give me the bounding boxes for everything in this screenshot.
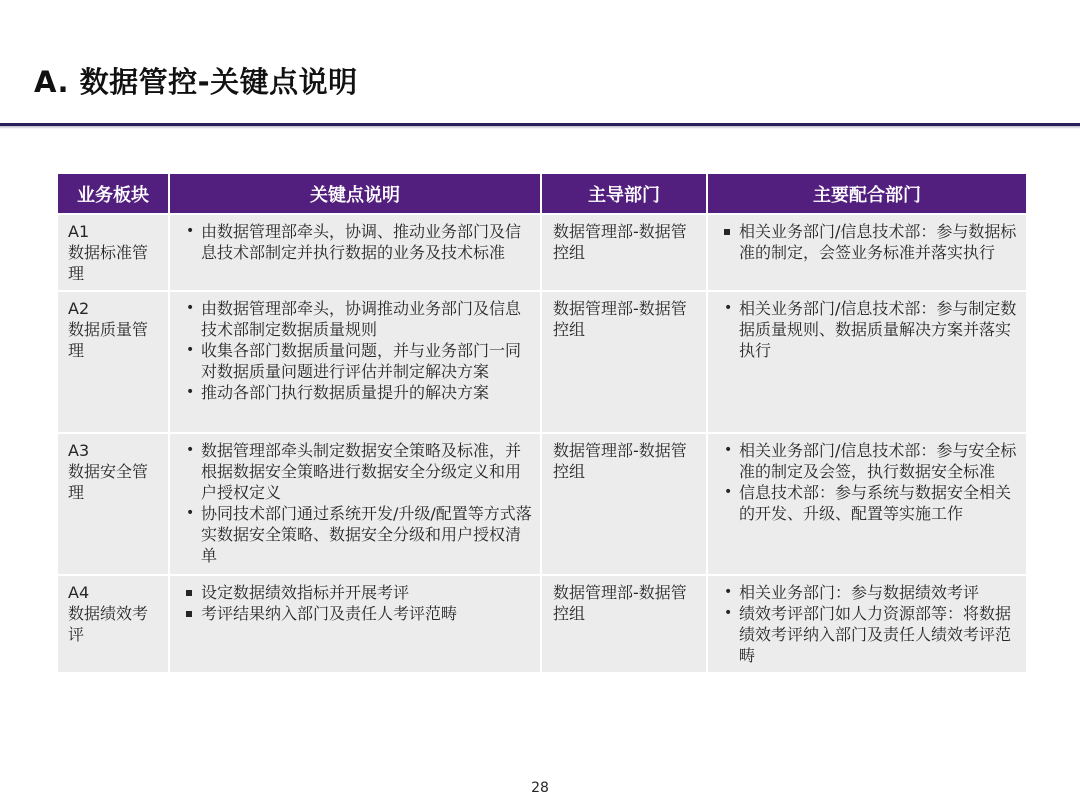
cell-lead-dept: 数据管理部-数据管控组 xyxy=(542,576,706,672)
key-points-table xyxy=(56,172,1028,674)
cell-support-dept-list xyxy=(718,298,1018,361)
list-item: 考评结果纳入部门及责任人考评范畴 xyxy=(180,603,532,624)
table-row xyxy=(58,434,1026,574)
cell-support-dept-list xyxy=(718,221,1018,263)
cell-support-dept xyxy=(708,292,1026,432)
module-name: 数据质量管理 xyxy=(68,320,149,360)
cell-key-points-list xyxy=(180,221,532,263)
cell-support-dept-list xyxy=(718,582,1018,666)
module-code: A3 xyxy=(68,441,90,460)
list-item: • 绩效考评部门如人力资源部等：将数据绩效考评纳入部门及责任人绩效考评范畴 xyxy=(718,603,1018,666)
module-code: A1 xyxy=(68,222,90,241)
table-header-row xyxy=(58,174,1026,213)
cell-module xyxy=(58,434,168,574)
list-item: • 相关业务部门/信息技术部：参与制定数据质量规则、数据质量解决方案并落实执行 xyxy=(718,298,1018,361)
cell-key-points xyxy=(170,434,540,574)
cell-lead-dept: 数据管理部-数据管控组 xyxy=(542,215,706,290)
module-code: A4 xyxy=(68,583,90,602)
title-divider-shadow xyxy=(0,126,1080,129)
cell-key-points-list xyxy=(180,582,532,624)
cell-key-points-list xyxy=(180,298,532,403)
list-item: • 相关业务部门：参与数据绩效考评 xyxy=(718,582,1018,603)
cell-key-points-list xyxy=(180,440,532,566)
header-lead-dept: 主导部门 xyxy=(542,174,706,213)
table-row xyxy=(58,576,1026,672)
cell-lead-dept: 数据管理部-数据管控组 xyxy=(542,434,706,574)
module-name: 数据绩效考评 xyxy=(68,604,149,644)
cell-lead-dept: 数据管理部-数据管控组 xyxy=(542,292,706,432)
page-number: 28 xyxy=(531,780,549,796)
slide-title: A. 数据管控-关键点说明 xyxy=(34,65,358,99)
cell-support-dept xyxy=(708,576,1026,672)
cell-module xyxy=(58,576,168,672)
cell-key-points xyxy=(170,292,540,432)
header-key-points: 关键点说明 xyxy=(170,174,540,213)
table-row xyxy=(58,292,1026,432)
cell-key-points xyxy=(170,215,540,290)
list-item: • 由数据管理部牵头，协调、推动业务部门及信息技术部制定并执行数据的业务及技术标准 xyxy=(180,221,532,263)
cell-support-dept xyxy=(708,215,1026,290)
cell-support-dept-list xyxy=(718,440,1018,524)
cell-module xyxy=(58,292,168,432)
list-item: • 收集各部门数据质量问题，并与业务部门一同对数据质量问题进行评估并制定解决方案 xyxy=(180,340,532,382)
header-support-dept: 主要配合部门 xyxy=(708,174,1026,213)
list-item: • 协同技术部门通过系统开发/升级/配置等方式落实数据安全策略、数据安全分级和用户授权清单 xyxy=(180,503,532,566)
list-item: • 推动各部门执行数据质量提升的解决方案 xyxy=(180,382,532,403)
module-name: 数据安全管理 xyxy=(68,462,149,502)
cell-module xyxy=(58,215,168,290)
table-row xyxy=(58,215,1026,290)
list-item: 相关业务部门/信息技术部：参与数据标准的制定，会签业务标准并落实执行 xyxy=(718,221,1018,263)
module-code: A2 xyxy=(68,299,90,318)
list-item: 设定数据绩效指标并开展考评 xyxy=(180,582,532,603)
list-item: • 数据管理部牵头制定数据安全策略及标准，并根据数据安全策略进行数据安全分级定义和用户授权定义 xyxy=(180,440,532,503)
table-body xyxy=(58,215,1026,672)
list-item: • 信息技术部：参与系统与数据安全相关的开发、升级、配置等实施工作 xyxy=(718,482,1018,524)
cell-support-dept xyxy=(708,434,1026,574)
list-item: • 相关业务部门/信息技术部：参与安全标准的制定及会签，执行数据安全标准 xyxy=(718,440,1018,482)
module-name: 数据标准管理 xyxy=(68,243,149,283)
header-module: 业务板块 xyxy=(58,174,168,213)
list-item: • 由数据管理部牵头，协调推动业务部门及信息技术部制定数据质量规则 xyxy=(180,298,532,340)
cell-key-points xyxy=(170,576,540,672)
